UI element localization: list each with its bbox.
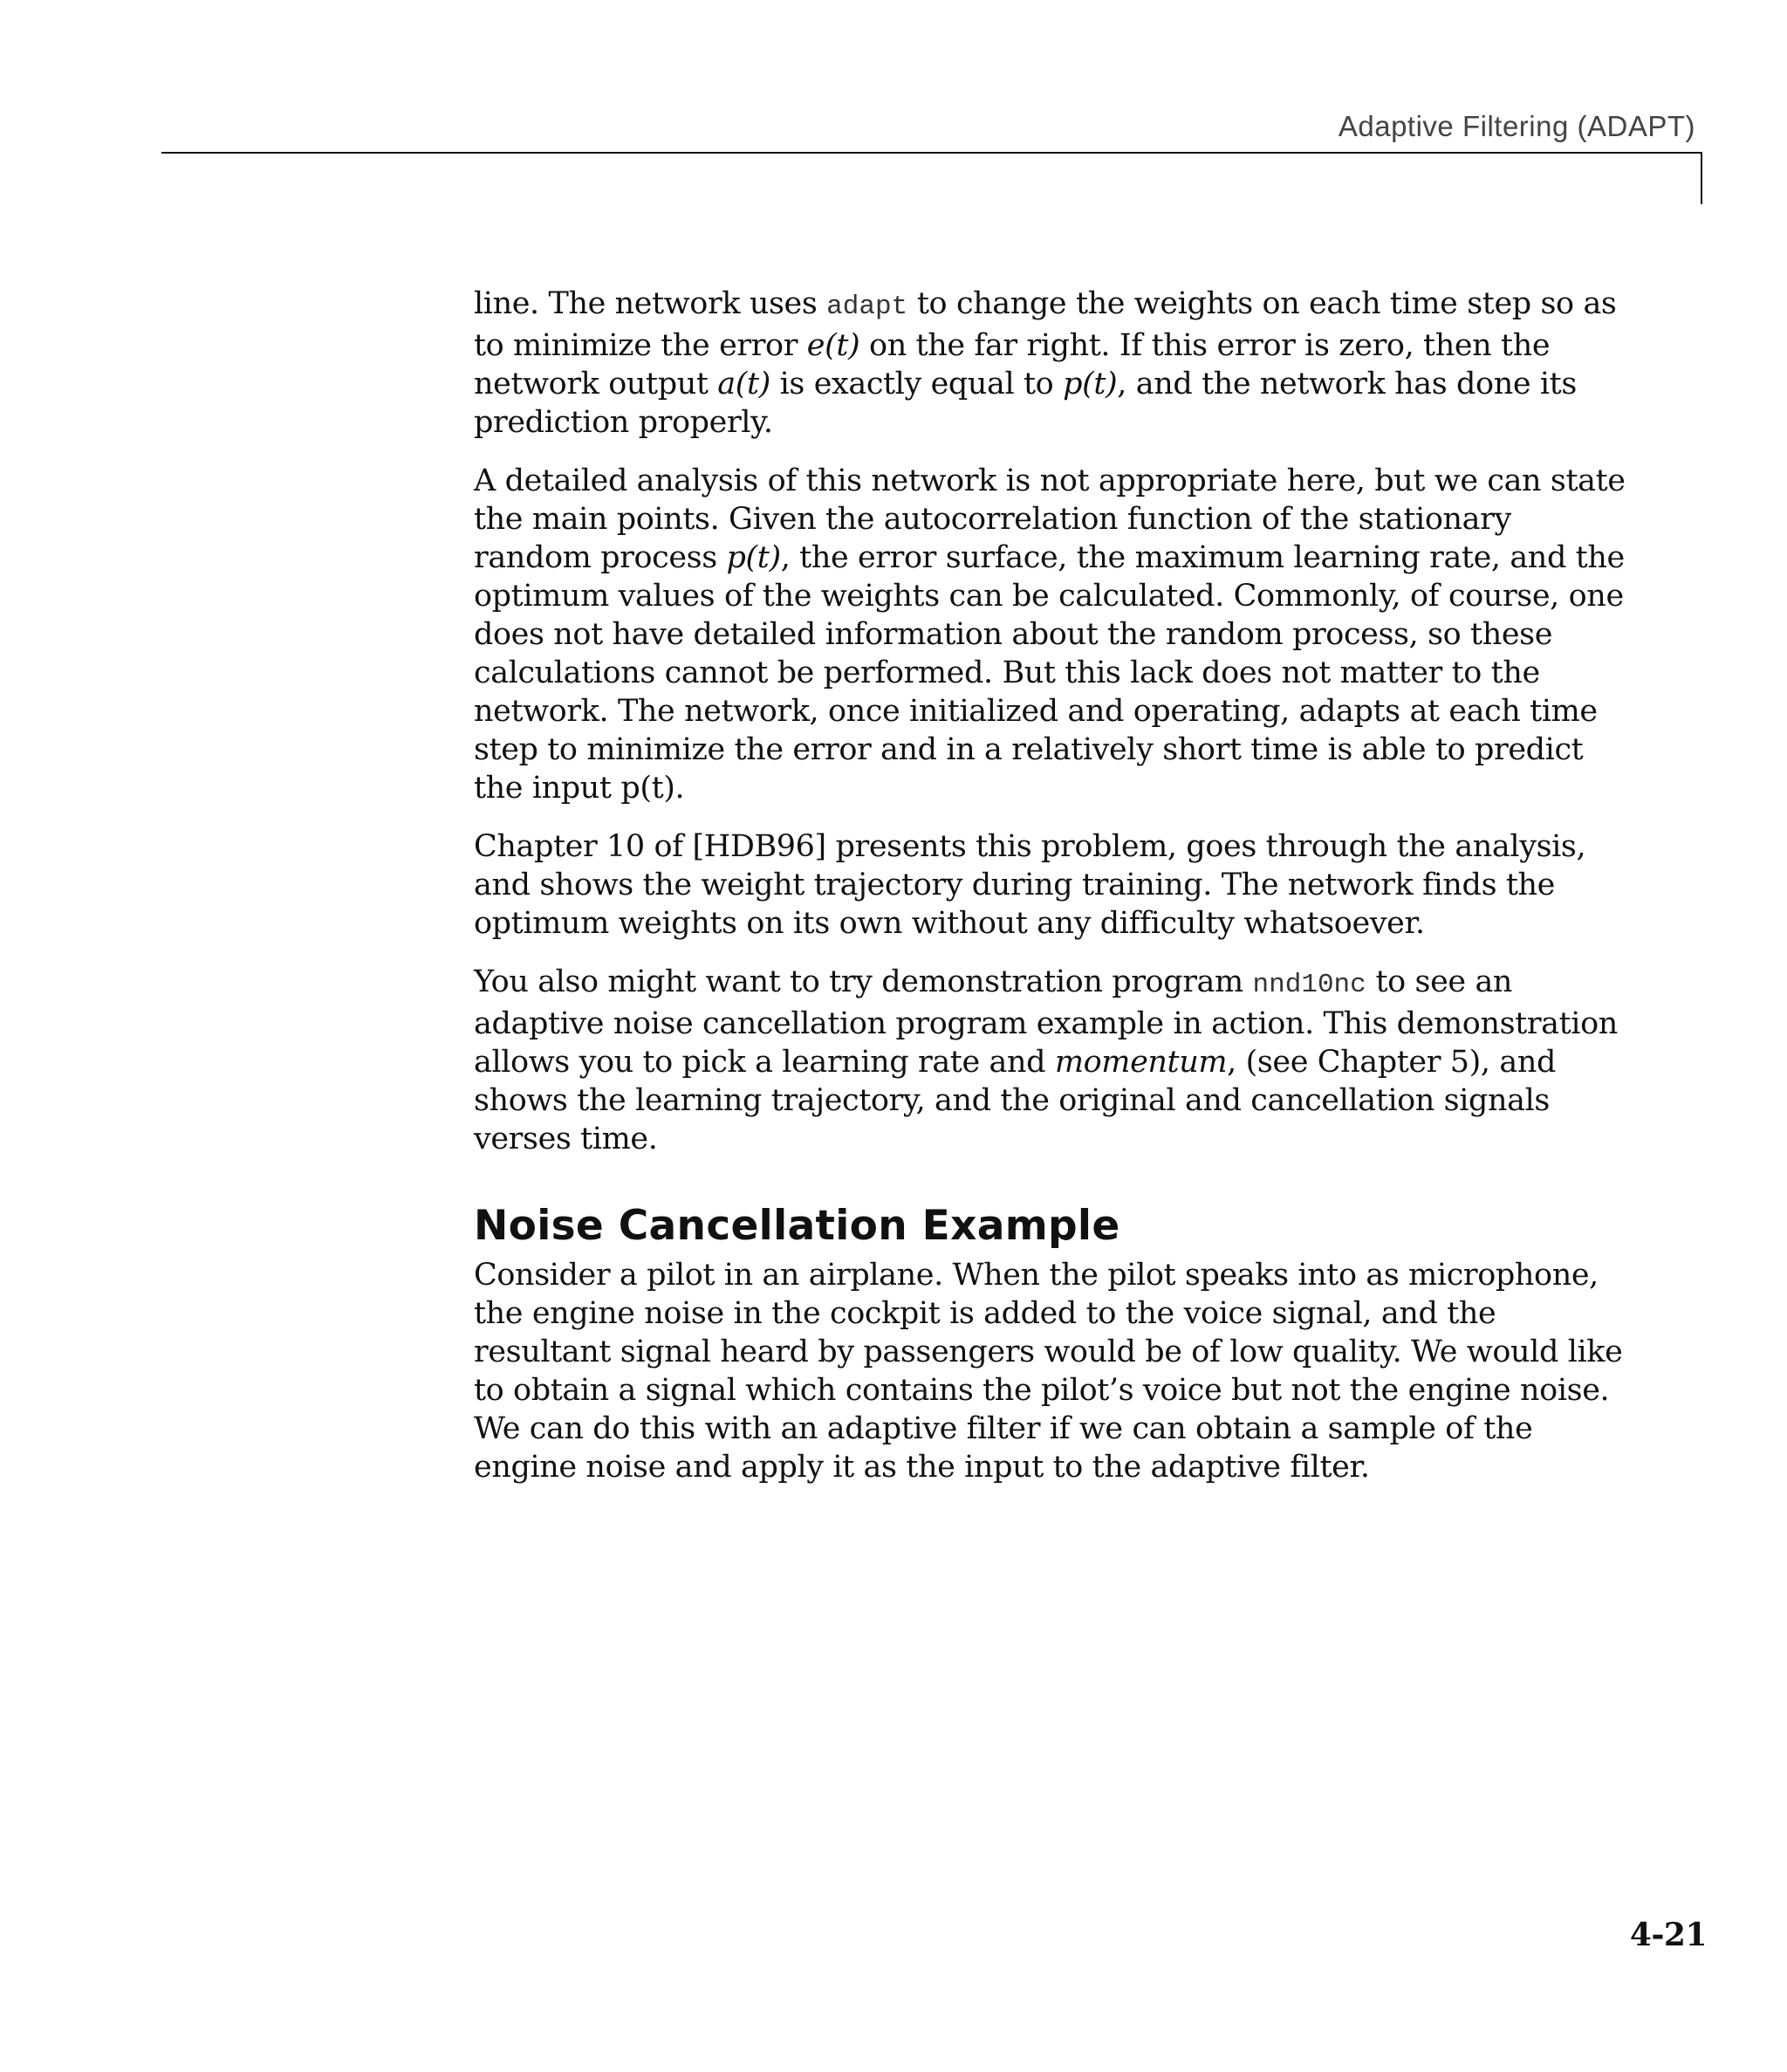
code-adapt: adapt (826, 292, 908, 322)
math-p-t: p(t) (1063, 367, 1118, 401)
math-p-t: p(t) (726, 540, 781, 575)
running-header: Adaptive Filtering (ADAPT) (1338, 110, 1695, 142)
math-e-t: e(t) (806, 328, 860, 363)
text: is exactly equal to (770, 367, 1064, 401)
paragraph-2 (474, 462, 1626, 807)
page-body (474, 285, 1626, 1506)
header-rule (161, 152, 1702, 154)
section-heading: Noise Cancellation Example (474, 1202, 1120, 1250)
term-momentum: momentum (1054, 1045, 1228, 1080)
text: A detailed analysis of this network is not appropriate here, but we can state the main points. Given the autocorrelation function of the stationary random process (474, 463, 1626, 575)
code-nnd10nc: nnd10nc (1252, 970, 1366, 1000)
text: to see an adaptive noise cancellation program example in action. This demonstration allows you to pick a learning rate and (474, 964, 1618, 1080)
text: on the far right. If this error is zero, then the network output (474, 328, 1551, 401)
paragraph-4 (474, 963, 1626, 1158)
text: to change the weights on each time step so as to minimize the error (474, 286, 1617, 363)
header-rule-tick (1701, 152, 1702, 204)
paragraph-5: Consider a pilot in an airplane. When the pilot speaks into as microphone, the engine noise in the cockpit is added to the voice signal, and the resultant signal heard by passengers would be of low quality. We would like to obtain a signal which contains the pilot’s voice but not the engine noise. We can do this with an adaptive filter if we can obtain a sample of the engine noise and apply it as the input to the adaptive filter. (474, 1258, 1623, 1485)
text: line. The network uses (474, 286, 827, 321)
page-number: 4-21 (1629, 1917, 1707, 1953)
paragraph-1 (474, 285, 1626, 442)
text: , the error surface, the maximum learning rate, and the optimum values of the weights can be calculated. Commonly, of course, one does not have detailed information about the random process, so these calculations cannot be performed. But this lack does not matter to the network. The network, once initialized and operating, adapts at each time step to minimize the error and in a relatively short time is able to predict the input p(t). (474, 540, 1625, 806)
text: , (see Chapter 5), and shows the learning trajectory, and the original and cancellation signals verses time. (474, 1045, 1556, 1156)
math-a-t: a(t) (717, 367, 770, 401)
paragraph-3: Chapter 10 of [HDB96] presents this problem, goes through the analysis, and shows the weight trajectory during training. The network finds the optimum weights on its own without any difficulty whatsoever. (474, 829, 1586, 941)
text: , and the network has done its prediction properly. (474, 367, 1577, 440)
text: You also might want to try demonstration program (474, 964, 1253, 999)
